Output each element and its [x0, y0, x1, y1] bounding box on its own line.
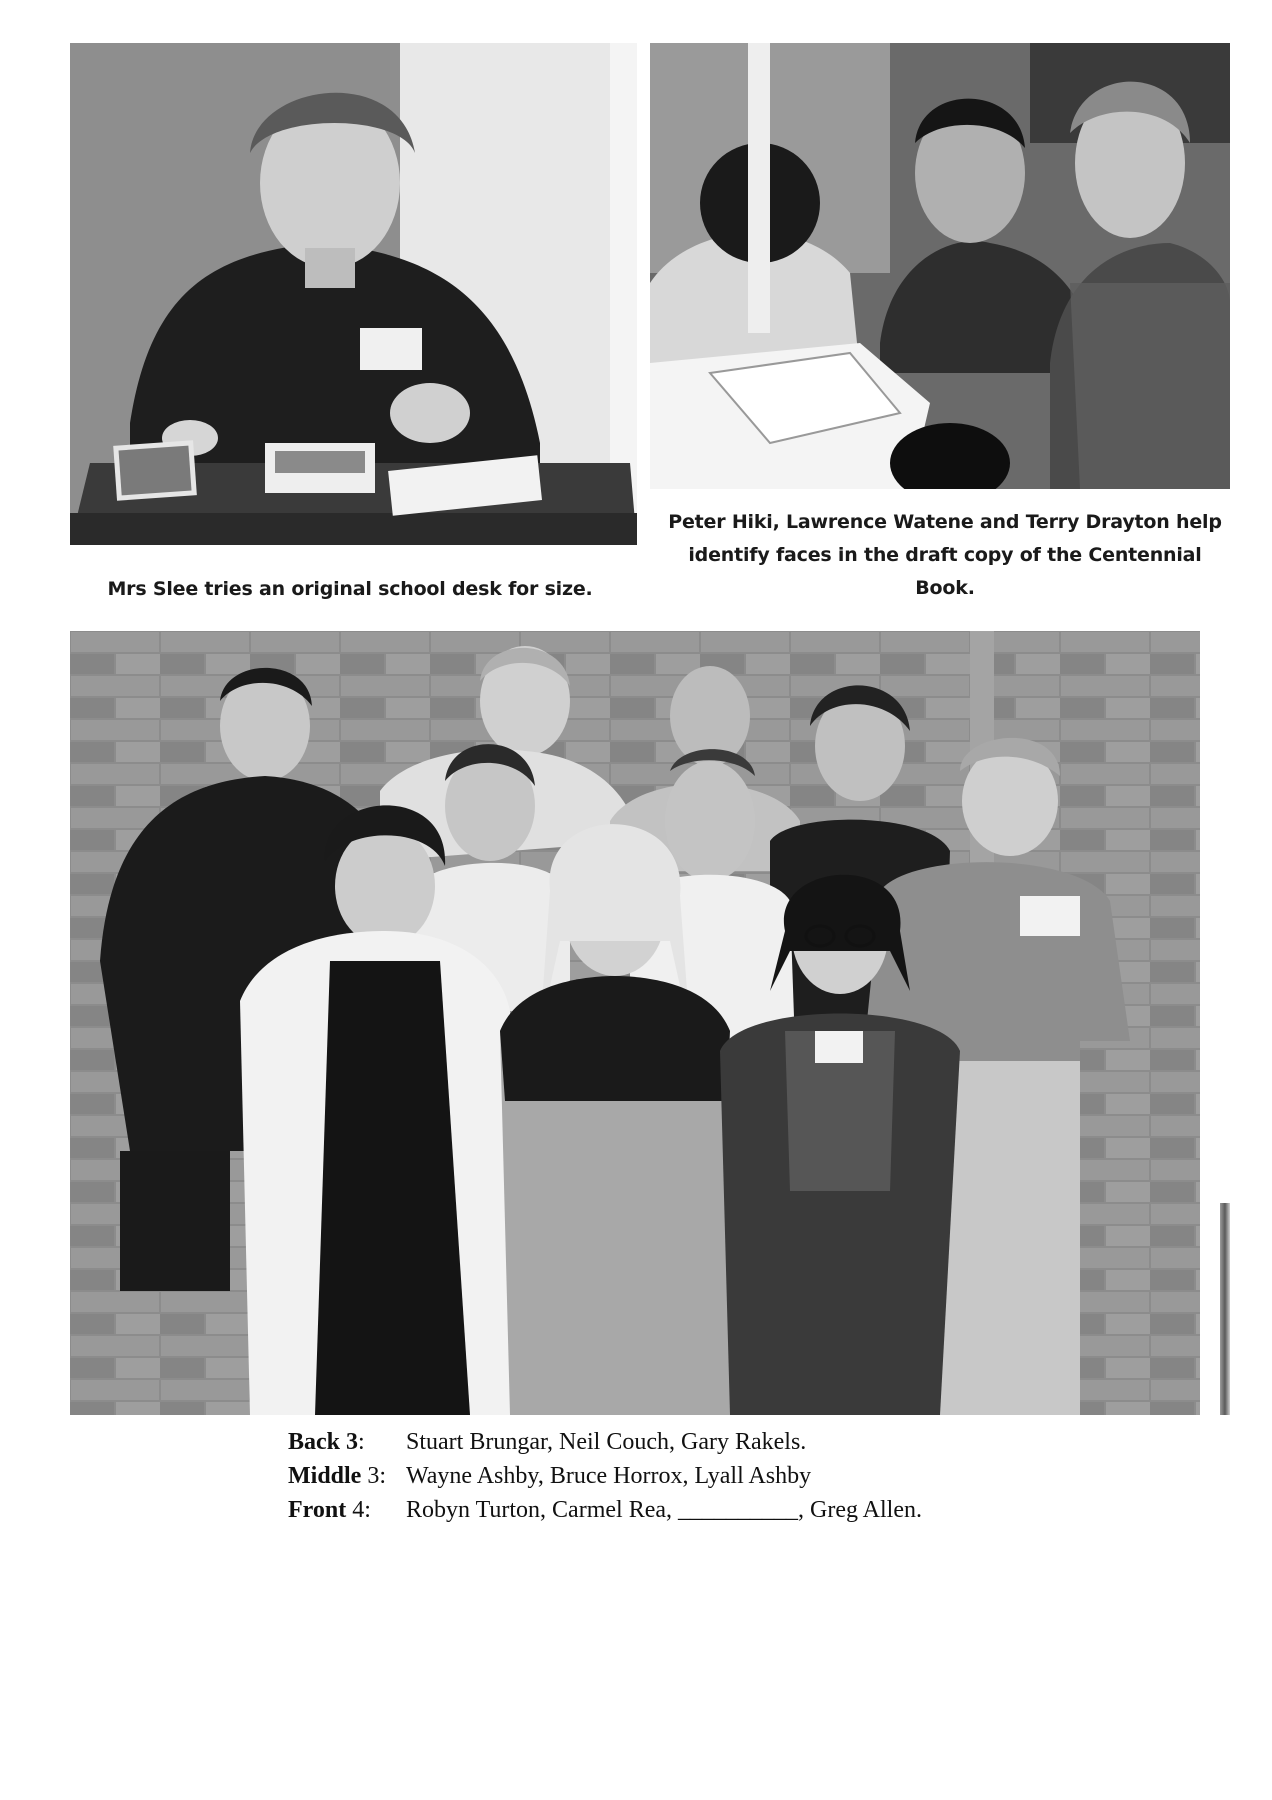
photo-group-reunion — [70, 631, 1200, 1415]
photo-book-review — [650, 43, 1230, 489]
photo-mrs-slee — [70, 43, 637, 545]
row-names: Stuart Brungar, Neil Couch, Gary Rakels. — [406, 1429, 807, 1455]
row-names: Robyn Turton, Carmel Rea, __________, Greg Allen. — [406, 1497, 922, 1523]
caption-mrs-slee: Mrs Slee tries an original school desk for size. — [107, 578, 593, 600]
row-label: Middle — [288, 1463, 362, 1489]
names-row-back: Back 3: Stuart Brungar, Neil Couch, Gary Rakels. — [288, 1425, 922, 1459]
row-names: Wayne Ashby, Bruce Horrox, Lyall Ashby — [406, 1463, 812, 1489]
names-row-front: Front 4: Robyn Turton, Carmel Rea, __________, Greg Allen. — [288, 1493, 922, 1527]
row-label: Back — [288, 1429, 341, 1455]
adjacent-photo-edge — [1220, 1203, 1230, 1415]
names-row-middle: Middle 3: Wayne Ashby, Bruce Horrox, Lyall Ashby — [288, 1459, 922, 1493]
row-count: 4 — [352, 1497, 365, 1523]
row-count: 3 — [346, 1429, 359, 1455]
group-photo-names — [288, 1425, 922, 1527]
row-count: 3 — [367, 1463, 380, 1489]
row-label: Front — [288, 1497, 347, 1523]
caption-book-review: Peter Hiki, Lawrence Watene and Terry Drayton help identify faces in the draft copy of the Centennial Book. — [668, 511, 1222, 599]
